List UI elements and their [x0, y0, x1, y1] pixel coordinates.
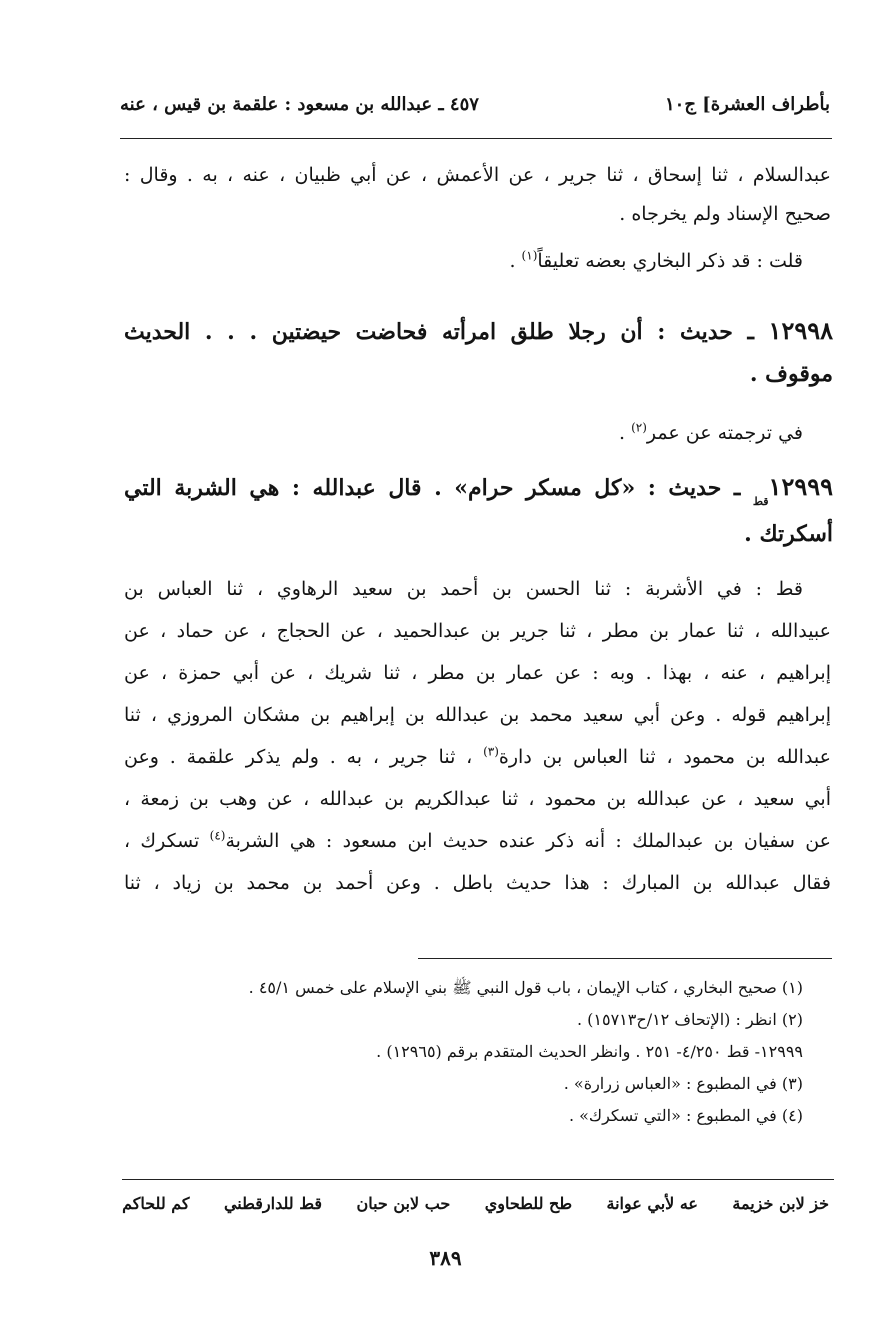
- abbr-km: كم للحاكم: [122, 1194, 190, 1213]
- header-rule: [120, 138, 832, 139]
- hadith-text: ـ حديث : «كل مسكر حرام» . قال عبدالله : هي الشربة التي: [124, 475, 753, 501]
- hadith-number: ١٢٩٩٩: [768, 472, 833, 501]
- hadith-heading: [124, 466, 833, 513]
- text-line: [124, 736, 831, 778]
- abbr-khz: خز لابن خزيمة: [732, 1194, 829, 1213]
- text-part: ، ثنا جرير ، به . ولم يذكر علقمة . وعن: [124, 746, 484, 768]
- footnote-4: (٤) في المطبوع : «التي تسكرك» .: [568, 1106, 803, 1125]
- hadith-number: ١٢٩٩٨: [768, 316, 833, 345]
- running-header: [120, 88, 830, 122]
- hadith-text-line: أسكرتك .: [744, 521, 833, 547]
- note-end: .: [509, 250, 522, 272]
- hadith-text: ـ حديث : أن رجلا طلق امرأته فحاضت حيضتين . . . الحديث: [124, 319, 769, 345]
- text-line: أبي سعيد ، عن عبدالله بن محمود ، ثنا عبدالكريم بن عبدالله ، عن وهب بن زمعة ،: [124, 788, 831, 810]
- abbr-th: طح للطحاوي: [484, 1194, 573, 1213]
- source-mark: قط: [752, 495, 769, 508]
- hadith-text-line: موقوف .: [749, 361, 833, 387]
- hadith-note: [124, 414, 831, 453]
- footnote-2: (٢) انظر : (الإتحاف ١٢/ح١٥٧١٣) .: [576, 1010, 803, 1029]
- note-text: قلت : قد ذكر البخاري بعضه تعليقاً: [537, 250, 803, 272]
- footnote-ref: (١): [521, 248, 538, 263]
- header-chapter: ٤٥٧ ـ عبدالله بن مسعود : علقمة بن قيس ، عنه: [120, 94, 479, 115]
- abbr-qt: قط للدارقطني: [223, 1194, 323, 1213]
- isnad-paragraph: [124, 568, 831, 904]
- footnote-source: ١٢٩٩٩- قط ٤/٢٥٠- ٢٥١ . وانظر الحديث المتقدم برقم (١٢٩٦٥) .: [376, 1042, 803, 1061]
- footnotes: [124, 972, 803, 1132]
- text-part: عن سفيان بن عبدالملك : أنه ذكر عنده حديث ابن مسعود : هي الشربة: [225, 830, 832, 852]
- abbr-hb: حب لابن حبان: [356, 1194, 451, 1213]
- text-line: قط : في الأشربة : ثنا الحسن بن أحمد بن سعيد الرهاوي ، ثنا العباس بن: [124, 578, 803, 600]
- text-line: [124, 414, 831, 453]
- text-part: عبدالله بن محمود ، ثنا العباس بن دارة: [498, 746, 831, 768]
- text-line: [124, 242, 831, 281]
- text-part: تسكرك ،: [124, 830, 210, 852]
- intro-text: [124, 156, 831, 281]
- footnote-ref: (٤): [209, 828, 226, 843]
- footnote-ref: (٣): [483, 744, 499, 759]
- text-line: صحيح الإسناد ولم يخرجاه .: [619, 203, 831, 225]
- header-volume: بأطراف العشرة] ج١٠: [664, 94, 830, 115]
- text-line: عبيدالله ، ثنا عمار بن مطر ، ثنا جرير بن عبدالحميد ، عن الحجاج ، عن حماد ، عن: [124, 620, 831, 642]
- hadith-heading: [124, 310, 833, 353]
- text-line: فقال عبدالله بن المبارك : هذا حديث باطل . وعن أحمد بن محمد بن زياد ، ثنا: [124, 872, 831, 894]
- abbreviations-rule: [122, 1179, 834, 1180]
- page-number: ٣٨٩: [429, 1246, 462, 1270]
- footnote-1: (١) صحيح البخاري ، كتاب الإيمان ، باب قول النبي ﷺ بني الإسلام على خمس ٤٥/١ .: [248, 978, 803, 997]
- text-line: إبراهيم قوله . وعن أبي سعيد محمد بن عبدالله بن إبراهيم بن مشكان المروزي ، ثنا: [124, 704, 831, 726]
- text-line: إبراهيم ، عنه ، بهذا . وبه : عن عمار بن مطر ، ثنا شريك ، عن أبي حمزة ، عن: [124, 662, 831, 684]
- text-line: [124, 820, 831, 862]
- footnote-3: (٣) في المطبوع : «العباس زرارة» .: [563, 1074, 803, 1093]
- note-text: في ترجمته عن عمر: [646, 422, 803, 444]
- footnote-rule: [418, 958, 832, 959]
- abbr-ah: عه لأبي عوانة: [606, 1194, 698, 1213]
- footnote-ref: (٢): [631, 420, 647, 435]
- abbreviations-legend: [122, 1194, 829, 1213]
- text-line: عبدالسلام ، ثنا إسحاق ، ثنا جرير ، عن الأعمش ، عن أبي ظبيان ، عنه ، به . وقال :: [124, 164, 831, 186]
- hadith-12998: [124, 310, 833, 395]
- hadith-12999: [124, 466, 833, 555]
- note-end: .: [619, 422, 632, 444]
